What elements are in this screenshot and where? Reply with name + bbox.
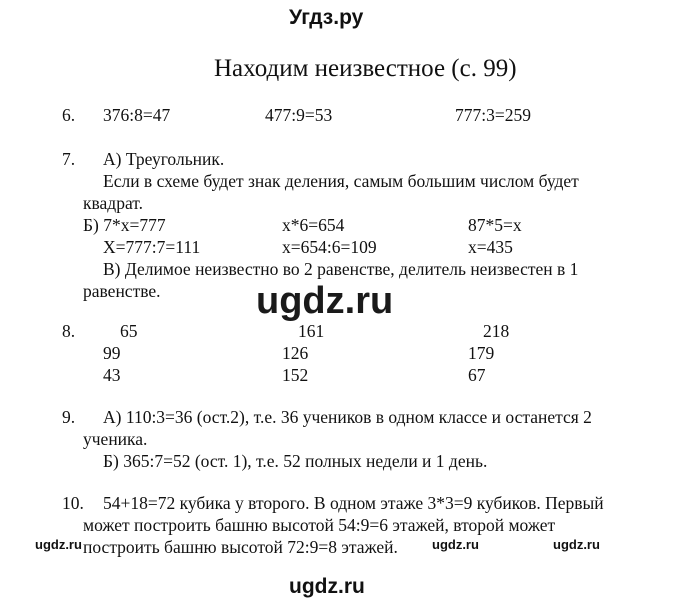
watermark-small-2: ugdz.ru: [432, 537, 479, 552]
task-8-cell-r3c1: 43: [103, 365, 121, 385]
watermark-bottom: ugdz.ru: [289, 575, 365, 598]
watermark-small-3: ugdz.ru: [553, 537, 600, 552]
task-8-cell-r2c3: 179: [468, 343, 495, 363]
task-10-line2: может построить башню высотой 54:9=6 этажей, второй может: [83, 515, 556, 535]
task-8-cell-r1c2: 161: [298, 321, 325, 341]
task-8-cell-r3c3: 67: [468, 365, 486, 385]
site-header: Угдз.ру: [289, 6, 364, 29]
task-7-number: 7.: [62, 149, 76, 169]
task-7-b-eq2: х*6=654: [282, 215, 345, 235]
task-9-part-b: Б) 365:7=52 (ост. 1), т.е. 52 полных недели и 1 день.: [103, 451, 488, 471]
task-7-b-eq3: 87*5=х: [468, 215, 522, 235]
task-6-eq-b: 477:9=53: [265, 105, 333, 125]
task-8-cell-r3c2: 152: [282, 365, 309, 385]
task-9-part-a-line1: А) 110:3=36 (ост.2), т.е. 36 учеников в одном классе и останется 2: [103, 407, 592, 427]
task-8-cell-r1c3: 218: [483, 321, 510, 341]
task-7-b-eq1: Б) 7*х=777: [83, 215, 166, 235]
task-6-eq-c: 777:3=259: [455, 105, 531, 125]
task-6-eq-a: 376:8=47: [103, 105, 171, 125]
task-8-number: 8.: [62, 321, 76, 341]
task-7-b-sol3: х=435: [468, 237, 513, 257]
task-9-part-a-line2: ученика.: [83, 429, 148, 449]
task-8-cell-r2c2: 126: [282, 343, 309, 363]
page-title: Находим неизвестное (с. 99): [214, 55, 517, 82]
task-7-part-c-line1: В) Делимое неизвестно во 2 равенстве, делитель неизвестен в 1: [103, 259, 579, 279]
watermark-small-1: ugdz.ru: [35, 537, 82, 552]
task-8-cell-r1c1: 65: [120, 321, 138, 341]
task-7-part-a: А) Треугольник.: [103, 149, 225, 169]
task-10-line1: 54+18=72 кубика у второго. В одном этаже 3*3=9 кубиков. Первый: [103, 493, 604, 513]
task-9-number: 9.: [62, 407, 76, 427]
watermark-center: ugdz.ru: [256, 280, 394, 322]
task-7-b-sol2: х=654:6=109: [282, 237, 377, 257]
task-6-number: 6.: [62, 105, 76, 125]
task-7-b-sol1: Х=777:7=111: [103, 237, 201, 257]
task-8-cell-r2c1: 99: [103, 343, 121, 363]
task-7-part-c-line2: равенстве.: [83, 281, 161, 301]
task-7-text-line2: квадрат.: [83, 193, 143, 213]
task-10-line3: построить башню высотой 72:9=8 этажей.: [83, 537, 398, 557]
task-10-number: 10.: [62, 493, 84, 513]
task-7-text-line1: Если в схеме будет знак деления, самым большим числом будет: [103, 171, 579, 191]
